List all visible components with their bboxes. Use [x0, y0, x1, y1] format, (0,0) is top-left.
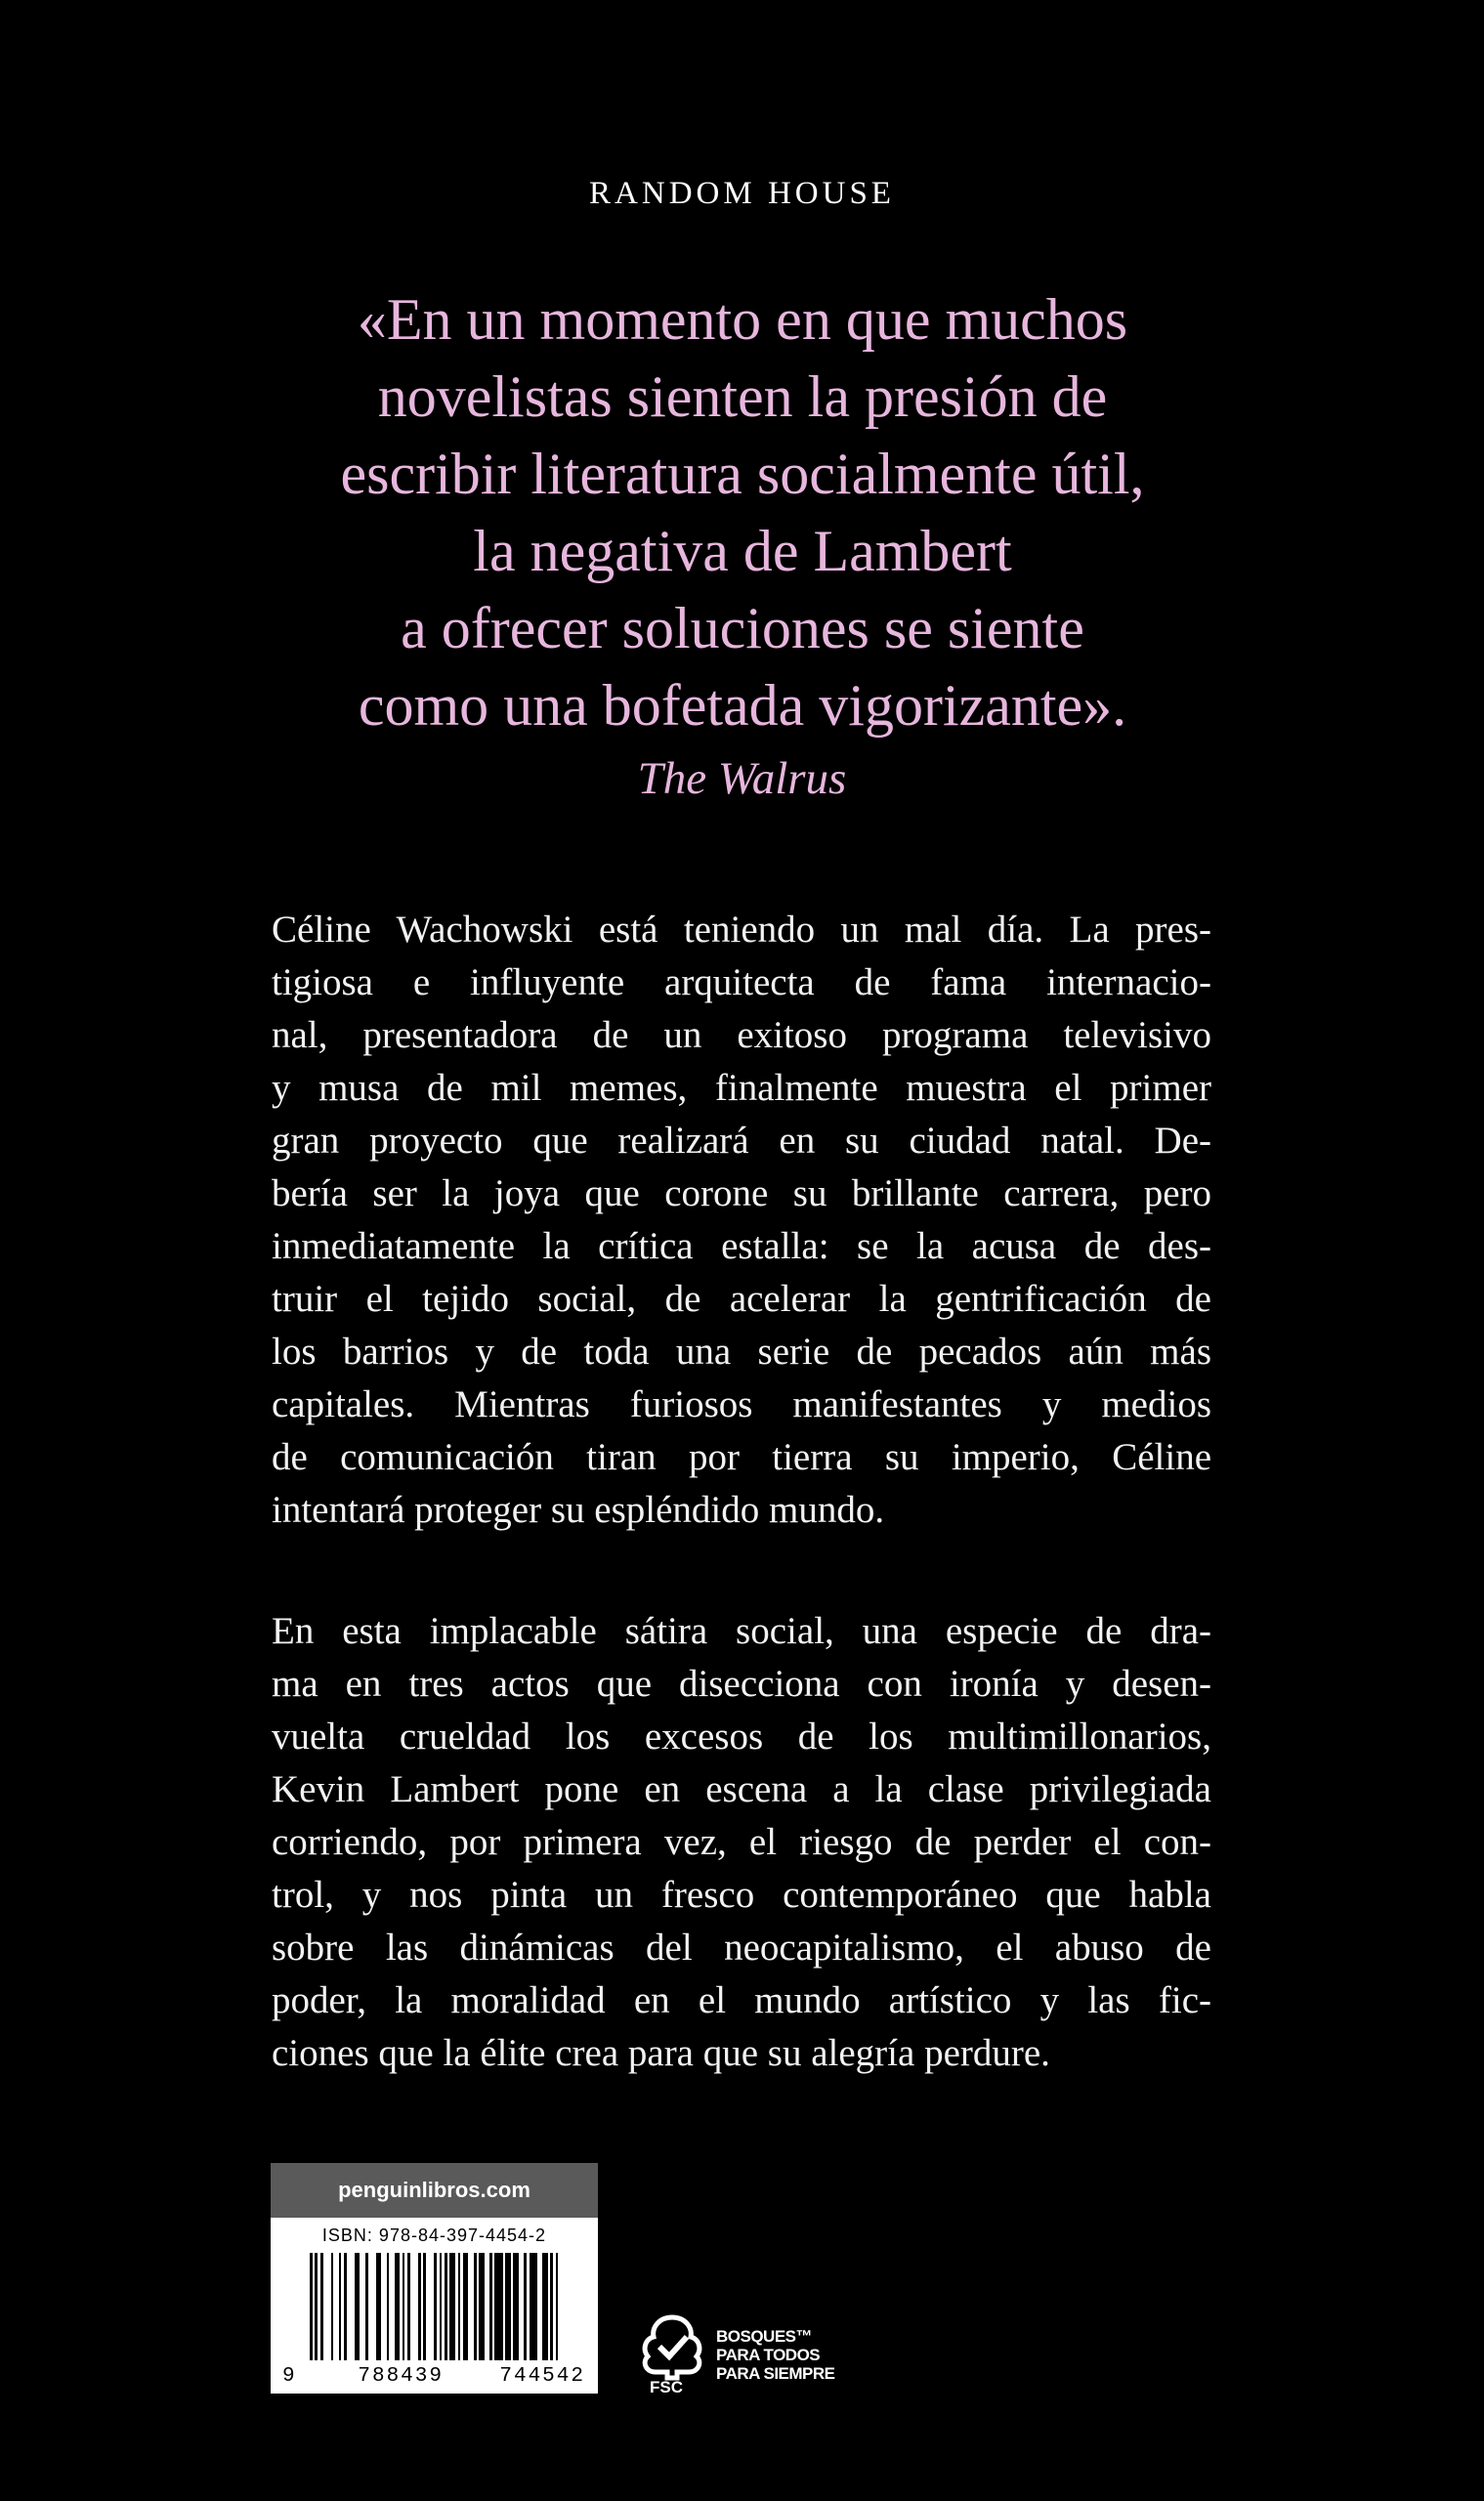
blurb-line: capitales. Mientras furiosos manifestantes y medios: [272, 1383, 1211, 1425]
blurb-line: poder, la moralidad en el mundo artístico y las fic-: [272, 1979, 1211, 2021]
quote-line: la negativa de Lambert: [473, 519, 1012, 583]
quote-line: novelistas sienten la presión de: [377, 364, 1108, 429]
barcode-block: [271, 2163, 598, 2394]
publisher-name: RANDOM HOUSE: [589, 176, 895, 211]
quote-line: como una bofetada vigorizante».: [358, 673, 1127, 738]
barcode-bar: [410, 2253, 418, 2360]
fsc-slogan-line: PARA TODOS: [716, 2346, 821, 2364]
blurb-line: ciones que la élite crea para que su alegría perdure.: [272, 2032, 1050, 2074]
blurb-line: intentará proteger su espléndido mundo.: [272, 1489, 885, 1531]
barcode-digit-group: 788439: [358, 2365, 444, 2388]
barcode-bars: [310, 2253, 559, 2360]
barcode-bar: [556, 2253, 559, 2360]
pull-quote: [156, 281, 1329, 744]
blurb-paragraph-1: [272, 904, 1211, 1537]
blurb-line: Kevin Lambert pone en escena a la clase privilegiada: [272, 1768, 1211, 1810]
quote-line: a ofrecer soluciones se siente: [401, 596, 1084, 660]
blurb-line: nal, presentadora de un exitoso programa televisivo: [272, 1014, 1211, 1056]
fsc-slogan-line: PARA SIEMPRE: [716, 2364, 835, 2383]
blurb-line: tigiosa e influyente arquitecta de fama internacio-: [272, 961, 1211, 1003]
barcode-bar: [347, 2253, 355, 2360]
blurb-line: inmediatamente la crítica estalla: se la acusa de des-: [272, 1225, 1211, 1267]
fsc-logo: [638, 2313, 892, 2401]
blurb-line: vuelta crueldad los excesos de los multimillonarios,: [272, 1716, 1211, 1758]
blurb-line: En esta implacable sátira social, una especie de dra-: [272, 1610, 1211, 1652]
blurb-line: bería ser la joya que corone su brillante carrera, pero: [272, 1172, 1211, 1214]
quote-line: escribir literatura socialmente útil,: [340, 442, 1145, 506]
barcode-bar: [494, 2253, 502, 2360]
blurb-line: Céline Wachowski está teniendo un mal día. La pres-: [272, 909, 1211, 951]
barcode-digits: [282, 2365, 585, 2388]
barcode-bar: [368, 2253, 376, 2360]
blurb-line: truir el tejido social, de acelerar la gentrificación de: [272, 1278, 1211, 1320]
barcode-digit-first: 9: [282, 2365, 295, 2388]
blurb-line: gran proyecto que realizará en su ciudad natal. De-: [272, 1120, 1211, 1162]
blurb-line: sobre las dinámicas del neocapitalismo, el abuso de: [272, 1927, 1211, 1969]
blurb-line: corriendo, por primera vez, el riesgo de perder el con-: [272, 1821, 1211, 1863]
fsc-slogan-line: BOSQUES™: [716, 2327, 813, 2346]
blurb-line: trol, y nos pinta un fresco contemporáneo que habla: [272, 1874, 1211, 1916]
isbn-number: ISBN: 978-84-397-4454-2: [321, 2225, 547, 2245]
barcode-bar: [426, 2253, 434, 2360]
quote-line: «En un momento en que muchos: [357, 287, 1128, 352]
blurb-paragraph-2: [272, 1605, 1211, 2080]
barcode-bar: [323, 2253, 331, 2360]
fsc-label: FSC: [650, 2378, 683, 2396]
blurb-line: los barrios y de toda una serie de pecados aún más: [272, 1331, 1211, 1373]
blurb-line: y musa de mil memes, finalmente muestra el primer: [272, 1067, 1211, 1109]
blurb-line: de comunicación tiran por tierra su imperio, Céline: [272, 1436, 1211, 1478]
publisher-website: penguinlibros.com: [271, 2163, 598, 2218]
blurb-line: ma en tres actos que disecciona con ironía y desen-: [272, 1663, 1211, 1705]
barcode-bar: [530, 2253, 537, 2360]
barcode-digit-group: 744542: [499, 2365, 585, 2388]
quote-source: The Walrus: [637, 753, 847, 804]
fsc-slogan: [716, 2327, 835, 2383]
